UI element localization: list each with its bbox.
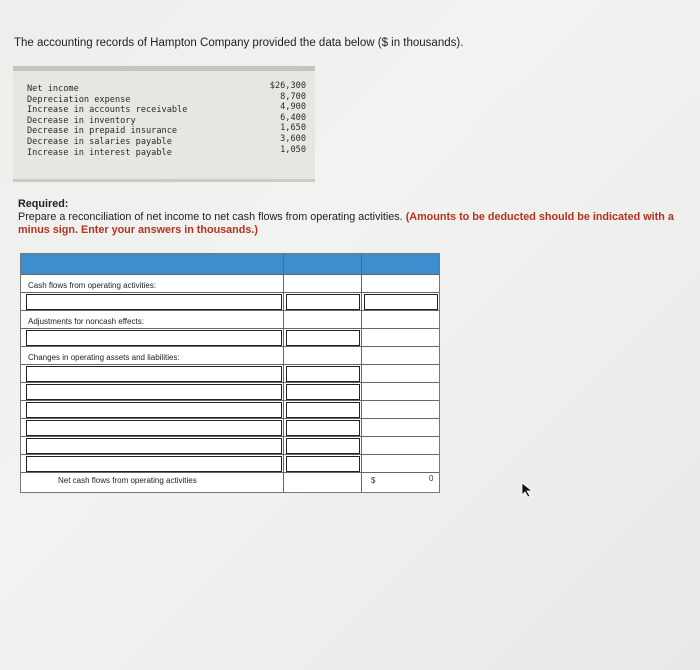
description-input[interactable] — [26, 330, 282, 346]
data-label-accounts-receivable: Increase in accounts receivable — [27, 105, 188, 116]
row-divider — [21, 328, 439, 329]
data-value-accounts-receivable: 4,900 — [280, 102, 306, 113]
amount-input[interactable] — [286, 456, 360, 472]
total-label: Net cash flows from operating activities — [58, 476, 197, 485]
currency-symbol: $ — [371, 476, 376, 485]
row-divider — [21, 310, 439, 311]
row-divider — [21, 292, 439, 293]
required-heading: Required: — [18, 198, 69, 210]
data-value-salaries-payable: 3,600 — [280, 133, 306, 144]
column-divider — [283, 254, 284, 492]
changes-label: Changes in operating assets and liabilities: — [28, 353, 180, 362]
amount-input[interactable] — [286, 330, 360, 346]
required-text-block — [18, 211, 678, 237]
arrow-cursor-icon — [521, 482, 535, 503]
amount-input[interactable] — [286, 402, 360, 418]
description-input[interactable] — [26, 384, 282, 400]
description-input[interactable] — [26, 438, 282, 454]
data-value-interest-payable: 1,050 — [280, 144, 306, 155]
data-label-interest-payable: Increase in interest payable — [27, 147, 172, 158]
data-label-depreciation: Depreciation expense — [27, 94, 131, 105]
data-label-net-income: Net income — [27, 84, 79, 94]
given-data-values — [258, 81, 306, 155]
description-input[interactable] — [26, 402, 282, 418]
adjustments-label: Adjustments for noncash effects: — [28, 317, 144, 326]
cash-flows-label: Cash flows from operating activities: — [28, 281, 157, 290]
row-divider — [21, 436, 439, 437]
data-label-inventory: Decrease in inventory — [27, 115, 136, 126]
amount-input[interactable] — [286, 384, 360, 400]
description-input[interactable] — [26, 294, 282, 310]
row-divider — [21, 382, 439, 383]
data-value-depreciation: 8,700 — [280, 91, 306, 102]
required-section — [18, 198, 678, 237]
row-divider — [21, 346, 439, 347]
total-value: 0 — [429, 474, 434, 483]
data-value-inventory: 6,400 — [280, 112, 306, 123]
required-instructions: Prepare a reconciliation of net income to net cash flows from operating activities. — [18, 211, 403, 223]
row-divider — [21, 472, 439, 473]
row-divider — [21, 274, 439, 275]
required-note: (Amounts to be deducted should be indicated with a minus sign. Enter your answers in thousands.) — [18, 211, 674, 236]
amount-input[interactable] — [286, 438, 360, 454]
given-data-table — [13, 66, 315, 182]
data-label-prepaid-insurance: Decrease in prepaid insurance — [27, 126, 178, 137]
data-label-salaries-payable: Decrease in salaries payable — [27, 136, 172, 147]
column-divider — [361, 254, 362, 492]
amount-input[interactable] — [286, 294, 360, 310]
problem-intro: The accounting records of Hampton Company provided the data below ($ in thousands). — [14, 37, 464, 49]
description-input[interactable] — [26, 366, 282, 382]
data-value-net-income: $26,300 — [269, 81, 306, 91]
amount-input[interactable] — [286, 366, 360, 382]
description-input[interactable] — [26, 456, 282, 472]
reconciliation-table — [20, 253, 440, 493]
row-divider — [21, 454, 439, 455]
row-divider — [21, 364, 439, 365]
given-data-labels — [27, 84, 187, 158]
table-header-bar — [21, 254, 439, 274]
description-input[interactable] — [26, 420, 282, 436]
row-divider — [21, 400, 439, 401]
row-divider — [21, 418, 439, 419]
data-value-prepaid-insurance: 1,650 — [280, 123, 306, 134]
net-income-amount-input[interactable] — [364, 294, 438, 310]
amount-input[interactable] — [286, 420, 360, 436]
